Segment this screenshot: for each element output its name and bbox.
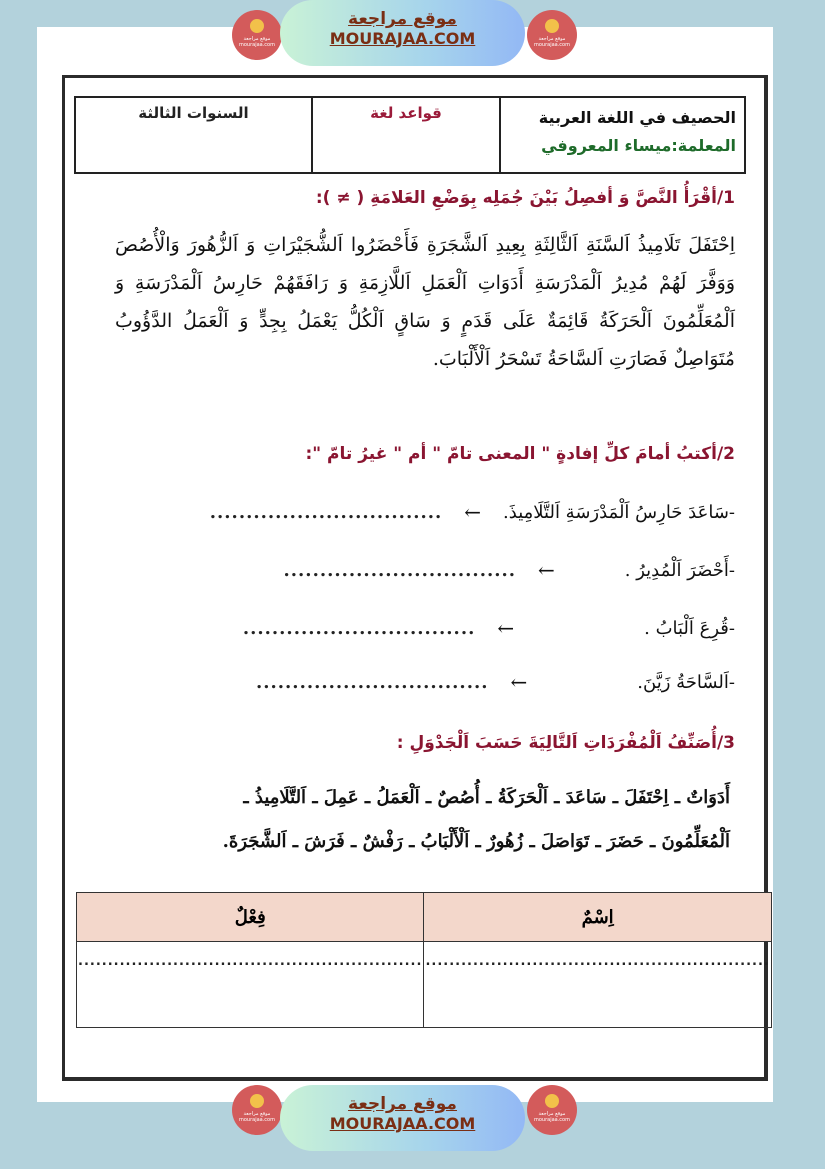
level-label: السنوات الثالثة <box>138 104 249 122</box>
worksheet-title: الحصيف في اللغة العربية <box>538 108 736 127</box>
column-header-noun: اِسْمٌ <box>424 893 771 942</box>
q3-title: 3/أُصَنِّفُ اَلْمُفْرَدَاتِ اَلتَّالِيَةَ حَسَبَ اَلْجَدْوَلِ : <box>396 733 735 753</box>
noun-answer-cell[interactable]: .......................................................... <box>424 942 771 1028</box>
q2-sentence: -أَحْضَرَ اَلْمُدِيرُ . <box>624 559 735 581</box>
q2-sentence: -سَاعَدَ حَارِسُ اَلْمَدْرَسَةِ اَلتَّلَامِيذَ. <box>503 501 735 523</box>
subject-label: قواعد لغة <box>311 98 499 172</box>
site-banner-top[interactable] <box>280 0 525 66</box>
site-badge-right-bottom[interactable] <box>527 1085 577 1135</box>
site-badge-right[interactable] <box>527 10 577 60</box>
q1-passage: اِحْتَفَلَ تَلَامِيذُ اَلسَّنَةِ اَلثَّالِثَةِ بِعِيدِ اَلشَّجَرَةِ فَأَحْضَرُوا اَلشُّجَيْرَاتِ وَ اَلزُّهُورَ وَالْأُصُصَ وَوَفَّرَ لَهُمْ مُدِيرُ اَلْمَدْرَسَةِ أَدَوَاتِ اَلْعَمَلِ اَللَّازِمَةِ وَ رَافَقَهُمْ حَارِسُ اَلْمَدْرَسَةِ وَ اَلْمُعَلِّمُونَ اَلْحَرَكَةُ قَائِمَةٌ عَلَى قَدَمٍ وَ سَاقٍ اَلْكُلُّ يَعْمَلُ بِجِدٍّ وَ اَلْعَمَلُ الدَّؤُوبُ مُتَوَاصِلٌ فَصَارَتِ اَلسَّاحَةُ تَسْحَرُ اَلْأَلْبَابَ. <box>115 234 736 370</box>
q2-item-4 <box>256 670 735 694</box>
q2-item-2 <box>284 558 736 582</box>
arrow-left-icon: ← <box>497 616 515 640</box>
book-icon <box>545 19 559 33</box>
banner-latin: MOURAJAA.COM <box>329 29 476 48</box>
book-icon <box>545 1094 559 1108</box>
q3-words-line-1: أَدَوَاتٌ ـ اِحْتَفَلَ ـ سَاعَدَ ـ اَلْحَرَكَةُ ـ أُصُصٌ ـ اَلْعَمَلُ ـ عَمِلَ ـ اَلتَّلَامِيذُ ـ <box>243 787 730 808</box>
classification-table <box>76 892 772 1028</box>
q2-item-1 <box>210 500 735 524</box>
header-table <box>74 96 746 174</box>
answer-blank[interactable]: ................................ <box>283 559 517 581</box>
banner-arabic: موقع مراجعة <box>348 9 457 29</box>
badge-text: موقع مراجعة mourajaa.com <box>533 36 570 48</box>
banner-arabic: موقع مراجعة <box>348 1094 457 1114</box>
book-icon <box>250 19 264 33</box>
arrow-left-icon: ← <box>464 500 482 524</box>
q2-sentence: -قُرِعَ اَلْبَابُ . <box>644 617 735 639</box>
answer-blank[interactable]: ................................ <box>255 671 489 693</box>
site-badge-left[interactable] <box>232 10 282 60</box>
verb-answer-cell[interactable]: .......................................................... <box>77 942 424 1028</box>
arrow-left-icon: ← <box>538 558 555 582</box>
badge-text: موقع مراجعة mourajaa.com <box>533 1111 570 1123</box>
q2-sentence: -اَلسَّاحَةُ زَيَّنَ. <box>637 671 735 693</box>
arrow-left-icon: ← <box>510 670 528 694</box>
column-header-verb: فِعْلٌ <box>77 893 424 942</box>
q2-title: 2/أكتبُ أمامَ كلِّ إفادةٍ " المعنى تامّ " أم " غيرُ تامّ ": <box>305 444 735 464</box>
header-title-cell <box>499 98 744 172</box>
site-banner-bottom[interactable] <box>280 1085 525 1151</box>
banner-latin: MOURAJAA.COM <box>329 1114 476 1133</box>
teacher-name: المعلمة:ميساء المعروفي <box>541 136 736 155</box>
q1-title: 1/أقْرَأُ النَّصَّ وَ أفصِلُ بَيْنَ جُمَلِه بِوَضْعِ العَلامَةِ ( ≠ ): <box>315 188 735 208</box>
badge-text: موقع مراجعة mourajaa.com <box>238 1111 275 1123</box>
q2-item-3 <box>243 616 735 640</box>
answer-blank[interactable]: ................................ <box>242 617 476 639</box>
book-icon <box>250 1094 264 1108</box>
q3-words-line-2: اَلْمُعَلِّمُونَ ـ حَضَرَ ـ تَوَاصَلَ ـ زُهُورٌ ـ اَلْأَلْبَابُ ـ رَفْشٌ ـ فَرَشَ ـ اَلشَّجَرَةَ. <box>222 831 730 852</box>
badge-text: موقع مراجعة mourajaa.com <box>238 36 275 48</box>
site-badge-left-bottom[interactable] <box>232 1085 282 1135</box>
answer-blank[interactable]: ................................ <box>209 501 443 523</box>
